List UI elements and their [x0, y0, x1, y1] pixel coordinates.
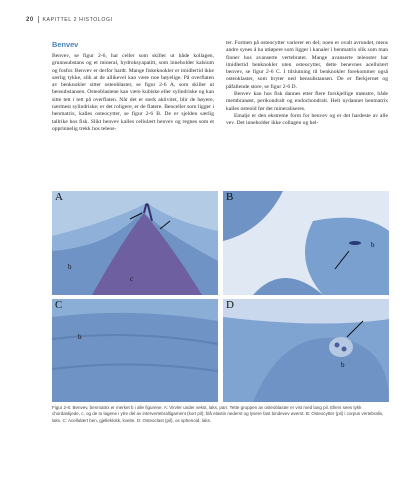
panel-d-letter: D [226, 299, 234, 311]
right-paragraph-3: Emalje er den ekstreme form for benvev og er det hardeste av alle vev. Det inneholder ikke collagen og hel- [226, 112, 388, 127]
histology-figure [52, 191, 389, 402]
page-header [26, 16, 113, 23]
panel-b [223, 191, 389, 295]
panel-c-label-b: b [78, 333, 82, 341]
panel-c-micrograph [52, 299, 218, 402]
panel-d-label-b: b [341, 361, 345, 369]
panel-a [52, 191, 218, 295]
panel-d [223, 299, 389, 402]
panel-c-letter: C [55, 299, 63, 311]
panel-d-micrograph [223, 299, 389, 402]
panel-c [52, 299, 218, 402]
panel-b-micrograph [223, 191, 389, 295]
left-paragraph: Benvev, se figur 2-6, har celler som skiller ut både kollagen, grunnsubstans og et mineral, hydroksyapatitt, som inneholder kalsium og fosfor. Benvev er derfor hardt. Mange fiskeknokler er imidlertid ikke særlig tykke, slik at de allikevel kan være noe bøyelige. På overflaten av benknokler sitter osteoblaster, se figur 2-6 A, som skiller ut bensubstansen. Osteoblastene kan være kubiske eller sylindriske og kan sitte tett i tett på overflaten. Når det er sterk aktivitet, blir de høyere, nærmest sylindriske; er det roligere, er de flatere. Benceller som ligger i benmatrix, kalles osteocytter, se figur 2-6 B. De er sjelden særlig tallrike hos fisk. Slikt benvev kalles cellulært benvev og regnes som et opprinnelig trekk hos teleos- [52, 53, 214, 132]
right-column [226, 40, 388, 128]
panel-a-label-c: c [130, 275, 134, 283]
section-title: Benvev [52, 40, 79, 49]
right-paragraph-2: Benvev kan hos fisk dannes etter flere forskjellige mønstre, både membranøst, perikondralt og endochondralt. Helt nydannet benmatrix kalles osteoid før det mineraliseres. [226, 91, 388, 112]
panel-a-label-b: b [68, 263, 72, 271]
figure-caption: Figur 2-6: Benvev, benmatrix er merket b i alle figurene. A: Virvler under vekst, laks, parr. Tette gruppen av osteoblaster er vist med lang pil. Ellers sees tykk chordaskjede, c, og de to lagene i ytre del av intervertebralligament (kort pil); blå elastin nederst og lysere fast bindevev øverst. B: Osteocytter (pil) i corpus vertebralis, laks. C: Acellulært ben, gjelleklokk, kveite. D: Osteoclast (pil), os sphenoid, laks. [52, 405, 384, 423]
chapter-title: KAPITTEL 2 HISTOLOGI [42, 16, 113, 23]
panel-b-label-b: b [371, 241, 375, 249]
panel-b-letter: B [226, 191, 234, 203]
page-number: 20 [26, 16, 34, 23]
panel-a-micrograph [52, 191, 218, 295]
panel-a-letter: A [55, 191, 63, 203]
right-paragraph-1: ter. Formen på osteocytter varierer en del; noen er ovalt avrundet, mens andre synes å ha utløpere som ligger i kanaler i benmatrix slik som man finner hos avanserte vertebrater. Mange avanserte teleoster har imidlertid benknokler uten osteocytter, dette benevnes acellulært benvev, se figur 2-6 C. I tilslutning til benknokler forekommer også osteoklaster, som bryter ned bensubstansen. De er flerkjernet og påfallende store, se figur 2-6 D. [226, 40, 388, 90]
left-column [52, 40, 214, 133]
header-divider [38, 16, 39, 23]
